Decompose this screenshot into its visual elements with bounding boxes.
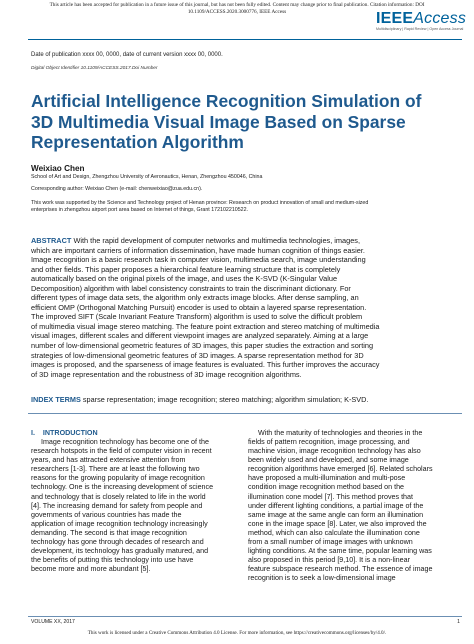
title-line: Representation Algorithm [31,132,244,152]
ieee-access-logo [376,10,467,31]
index-terms-text: sparse representation; image recognition; stereo matching; algorithm simulation; K-SVD. [82,395,369,404]
right-column [248,429,453,583]
abstract-line: efficient OMP (Orthogonal Matching Pursuit) encoder is used to obtain a layered sparse representation. [31,302,367,312]
logo-ieee-text: IEEE [376,10,414,27]
doi-line: Digital Object Identifier 10.1109/ACCESS.2017.Doi Number [31,66,158,71]
abstract-line: automatically based on the original pixels of the image, and uses the K-SVD (K-Singular Value [31,274,338,284]
body-line: method, which can also calculate the illumination cone [248,528,420,537]
body-line: the benefits of putting this technology into use have [31,556,194,565]
abstract-line: visual images, different scales and different viewpoint images are analyzed separately. Aiming at a large [31,331,369,341]
body-line: lighting conditions. At the same time, popular learning was [248,547,432,556]
notice-line-2: 10.1109/ACCESS.2020.3000776, IEEE Access [187,9,287,15]
index-terms-label: INDEX TERMS [31,395,81,404]
abstract [31,236,449,379]
notice-line-1: This article has been accepted for publication in a future issue of this journal, but has not been fully edited. Content may change prior to final publication. Citation information: DOI [49,2,425,8]
corresponding-author: Corresponding author: Weixiao Chen (e-mail: chenweixiao@zua.edu.cn). [31,186,203,192]
author-affiliation: School of Art and Design, Zhengzhou University of Aeronautics, Henan, Zhengzhou 450046, China [31,174,263,180]
abstract-line: which are important carriers of information dissemination, have made human cognition of things easier. [31,245,365,255]
body-line: cone in the image space [8]. Later, we also improved the [248,519,427,528]
body-line: With the maturity of technologies and theories in the [258,429,423,437]
paper-title [31,91,451,153]
body-line: become more and more abundant [5]. [31,565,151,574]
footer-divider [28,616,462,617]
abstract-line: number of low-dimensional geometric features of 3D images, this paper studies the extraction and sorting [31,341,374,351]
funding-line: This work was supported by the Science and Technology project of Henan province: Research on product innovation of small and medium-sized [31,200,369,206]
body-line: fields of pattern recognition, image processing, and [248,438,410,447]
body-line: recognition algorithms have emerged [6]. Related scholars [248,465,433,474]
body-line: under different lighting conditions, a partial image of the [248,501,424,510]
body-line: technology. One is the increasing development of science [31,483,214,492]
abstract-line: The improved SIFT (Scale Invariant Feature Transform) algorithm is used to solve the difficult problem [31,312,363,322]
logo-access-text: Access [413,10,467,27]
author-name: Weixiao Chen [31,164,85,173]
body-line: recognition is to seek a low-dimensional image [248,574,396,583]
body-line: feature subspace research method. The essence of image [248,565,433,574]
section-heading [31,429,236,438]
body-line: demanding. The second is that image recognition [31,528,187,537]
body-line: technology has gone through decades of research and [31,537,204,546]
body-line: researchers [1-3]. There are at least the following two [31,465,200,474]
logo-tagline: Multidisciplinary | Rapid Review | Open Access Journal [376,27,464,31]
body-line: been widely used and developed, and some image [248,456,409,465]
publication-dates: Date of publication xxxx 00, 0000, date of current version xxxx 00, 0000. [31,52,223,58]
title-line: 3D Multimedia Visual Image Based on Sparse [31,111,406,132]
volume-label: VOLUME XX, 2017 [31,619,75,625]
body-line: illumination cone model [7]. This method proves that [248,492,413,501]
abstract-label: ABSTRACT [31,236,72,245]
license-notice: This work is licensed under a Creative Commons Attribution 4.0 License. For more information, see https://creativecommons.org/licenses/by/4.0/. [87,630,387,636]
abstract-line: of multimedia visual image stereo matching. The feature point extraction and stereo matching of multimedia [31,321,380,331]
funding-line: enterprises in zhengzhou airport port area based on Internet of things, Grant 172102210522. [31,207,249,213]
abstract-line: of 3D image representation and the robustness of 3D image recognition algorithms. [31,369,302,379]
body-line: application of image recognition technology increasingly [31,519,208,528]
body-line: same image at the same angle can form an illumination [248,510,424,519]
body-line: development, its technology has gradually matured, and [31,547,209,556]
section-divider [28,413,462,414]
body-line: condition image recognition method based on the [248,483,405,492]
left-column [31,429,236,574]
abstract-line: Image recognition is a basic research task in computer vision, multimedia search, image understanding [31,255,366,265]
body-line: and technology that is closely related to life in the world [31,492,206,501]
abstract-line: strategies of low-dimensional geometric features of 3D images. A sparse representation method for 3D [31,350,364,360]
body-line: also proposed in this period [9,10]. It is a non-linear [248,556,410,565]
body-line: research hotspots in the field of computer vision in recent [31,447,212,456]
body-line: Image recognition technology has become one of the [41,438,209,447]
abstract-line: images is proposed, and the sparseness of image features is evaluated. This further improves the accuracy [31,360,380,370]
body-line: machine vision, image recognition technology has also [248,447,421,456]
body-line: reasons for the growing popularity of image recognition [31,474,205,483]
abstract-line: different types of image data sets, the algorithm only extracts image blocks. After dense sampling, an [31,293,359,303]
funding-statement [31,200,451,214]
body-line: [4]. The increasing demand for safety from people and [31,501,203,510]
header-divider [28,39,462,40]
index-terms [31,395,368,404]
abstract-line: and other fields. This paper proposes a hierarchical feature learning structure that is completely [31,264,341,274]
title-line: Artificial Intelligence Recognition Simulation of [31,91,422,111]
abstract-line: Decomposition) algorithm with label consistency constraints to train the discriminant dictionary. For [31,283,351,293]
section-title: INTRODUCTION [42,429,98,437]
section-number: I. [31,429,35,437]
body-line: from a small number of image images with unknown [248,537,413,546]
page-number: 1 [457,619,460,625]
abstract-line: With the rapid development of computer networks and multimedia technologies, images, [73,236,360,245]
body-line: years, and has attracted extensive attention from [31,456,186,465]
body-line: governments of various countries has made the [31,510,182,519]
body-line: have proposed a multi-illumination and multi-pose [248,474,406,483]
